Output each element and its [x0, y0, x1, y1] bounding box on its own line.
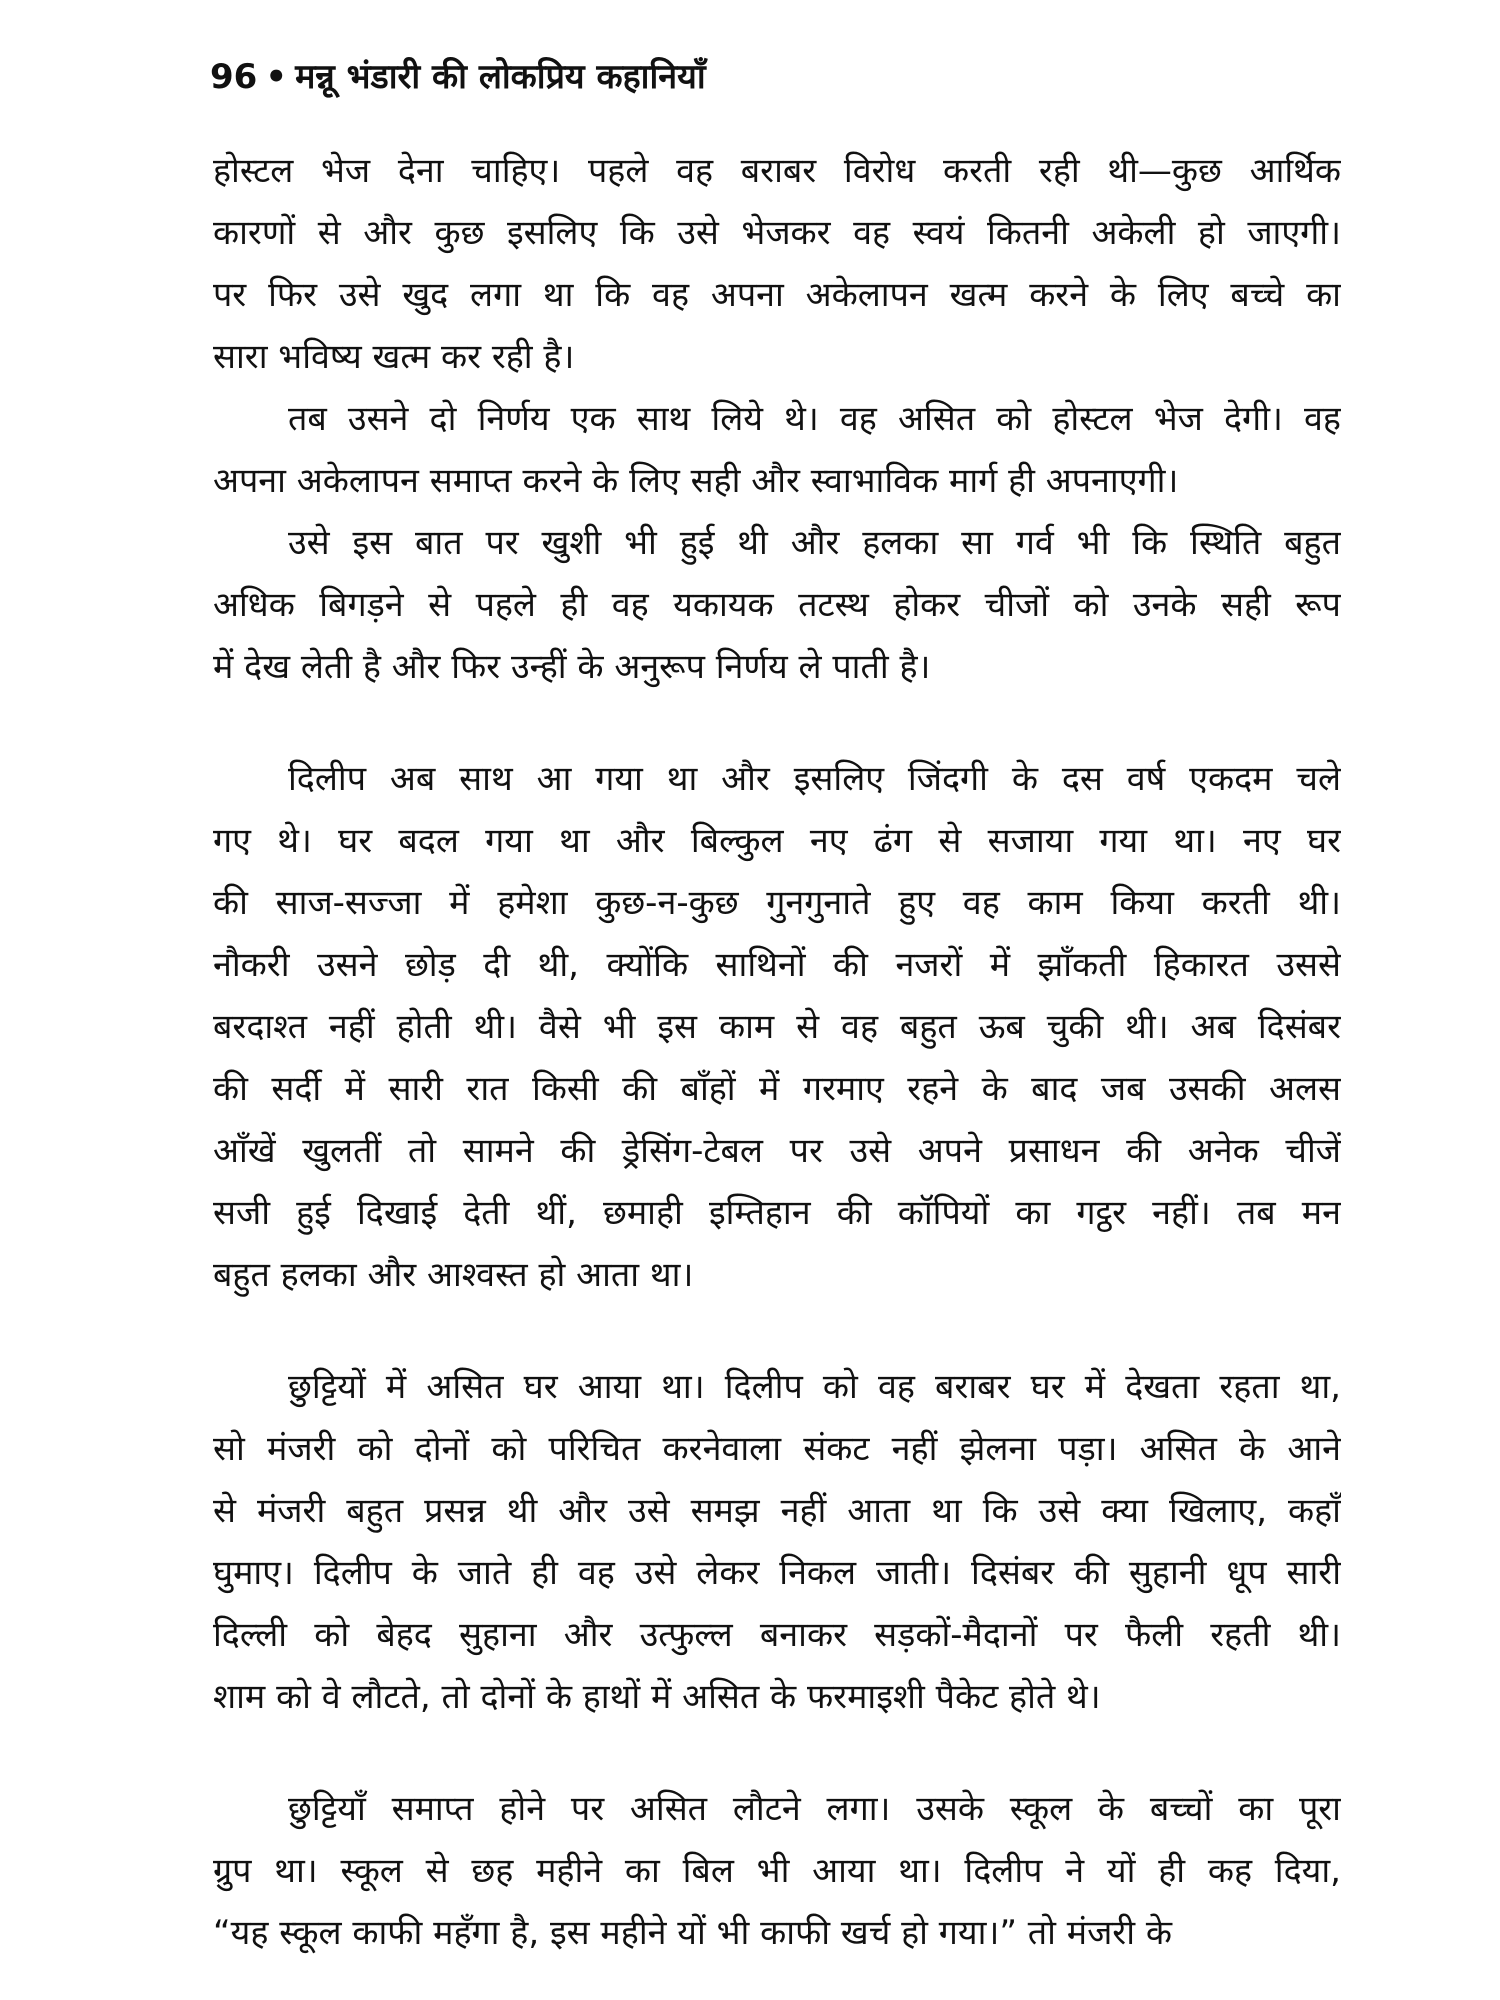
book-title: मन्नू भंडारी की लोकप्रिय कहानियाँ — [295, 57, 706, 97]
text-line: छुट्टियाँ समाप्त होने पर असित लौटने लगा। उसके स्कूल के बच्चों का पूरा — [288, 1789, 1341, 1829]
page-number: 96 — [210, 57, 258, 97]
text-line: आँखें खुलतीं तो सामने की ड्रेसिंग-टेबल पर उसे अपने प्रसाधन की अनेक चीजें — [213, 1131, 1341, 1171]
text-line: पर फिर उसे खुद लगा था कि वह अपना अकेलापन खत्म करने के लिए बच्चे का — [213, 275, 1341, 315]
text-line: दिल्ली को बेहद सुहाना और उत्फुल्ल बनाकर सड़कों-मैदानों पर फैली रहती थी। — [213, 1615, 1341, 1655]
running-header — [210, 52, 706, 98]
text-line: ग्रुप था। स्कूल से छह महीने का बिल भी आया था। दिलीप ने यों ही कह दिया, — [213, 1851, 1341, 1891]
body-text — [213, 140, 1341, 1964]
header-separator: • — [265, 57, 288, 97]
paragraph — [213, 140, 1341, 388]
paragraph — [213, 1356, 1341, 1728]
text-line: गए थे। घर बदल गया था और बिल्कुल नए ढंग से सजाया गया था। नए घर — [213, 821, 1341, 861]
paragraph — [213, 748, 1341, 1306]
paragraph — [213, 388, 1341, 512]
text-line: कारणों से और कुछ इसलिए कि उसे भेजकर वह स्वयं कितनी अकेली हो जाएगी। — [213, 213, 1341, 253]
text-line: अपना अकेलापन समाप्त करने के लिए सही और स्वाभाविक मार्ग ही अपनाएगी। — [213, 461, 1179, 501]
text-line: होस्टल भेज देना चाहिए। पहले वह बराबर विरोध करती रही थी—कुछ आर्थिक — [213, 151, 1341, 191]
text-line: नौकरी उसने छोड़ दी थी, क्योंकि साथिनों की नजरों में झाँकती हिकारत उससे — [213, 945, 1341, 985]
paragraph — [213, 512, 1341, 698]
text-line: बरदाश्त नहीं होती थी। वैसे भी इस काम से वह बहुत ऊब चुकी थी। अब दिसंबर — [213, 1007, 1341, 1047]
text-line: अधिक बिगड़ने से पहले ही वह यकायक तटस्थ होकर चीजों को उनके सही रूप — [213, 585, 1341, 625]
text-line: दिलीप अब साथ आ गया था और इसलिए जिंदगी के दस वर्ष एकदम चले — [288, 759, 1341, 799]
text-line: “यह स्कूल काफी महँगा है, इस महीने यों भी काफी खर्च हो गया।” तो मंजरी के — [213, 1913, 1172, 1953]
text-line: में देख लेती है और फिर उन्हीं के अनुरूप निर्णय ले पाती है। — [213, 647, 931, 687]
text-line: की सर्दी में सारी रात किसी की बाँहों में गरमाए रहने के बाद जब उसकी अलस — [213, 1069, 1341, 1109]
text-line: सारा भविष्य खत्म कर रही है। — [213, 337, 575, 377]
paragraph — [213, 1778, 1341, 1964]
text-line: घुमाए। दिलीप के जाते ही वह उसे लेकर निकल जाती। दिसंबर की सुहानी धूप सारी — [213, 1553, 1341, 1593]
text-line: से मंजरी बहुत प्रसन्न थी और उसे समझ नहीं आता था कि उसे क्या खिलाए, कहाँ — [213, 1491, 1341, 1531]
text-line: शाम को वे लौटते, तो दोनों के हाथों में असित के फरमाइशी पैकेट होते थे। — [213, 1677, 1101, 1717]
text-line: बहुत हलका और आश्वस्त हो आता था। — [213, 1255, 694, 1295]
text-line: उसे इस बात पर खुशी भी हुई थी और हलका सा गर्व भी कि स्थिति बहुत — [288, 523, 1341, 563]
text-line: की साज-सज्जा में हमेशा कुछ-न-कुछ गुनगुनाते हुए वह काम किया करती थी। — [213, 883, 1341, 923]
text-line: सजी हुई दिखाई देती थीं, छमाही इम्तिहान की कॉपियों का गट्ठर नहीं। तब मन — [213, 1193, 1341, 1233]
text-line: छुट्टियों में असित घर आया था। दिलीप को वह बराबर घर में देखता रहता था, — [288, 1367, 1341, 1407]
text-line: तब उसने दो निर्णय एक साथ लिये थे। वह असित को होस्टल भेज देगी। वह — [288, 399, 1341, 439]
text-line: सो मंजरी को दोनों को परिचित करनेवाला संकट नहीं झेलना पड़ा। असित के आने — [213, 1429, 1341, 1469]
